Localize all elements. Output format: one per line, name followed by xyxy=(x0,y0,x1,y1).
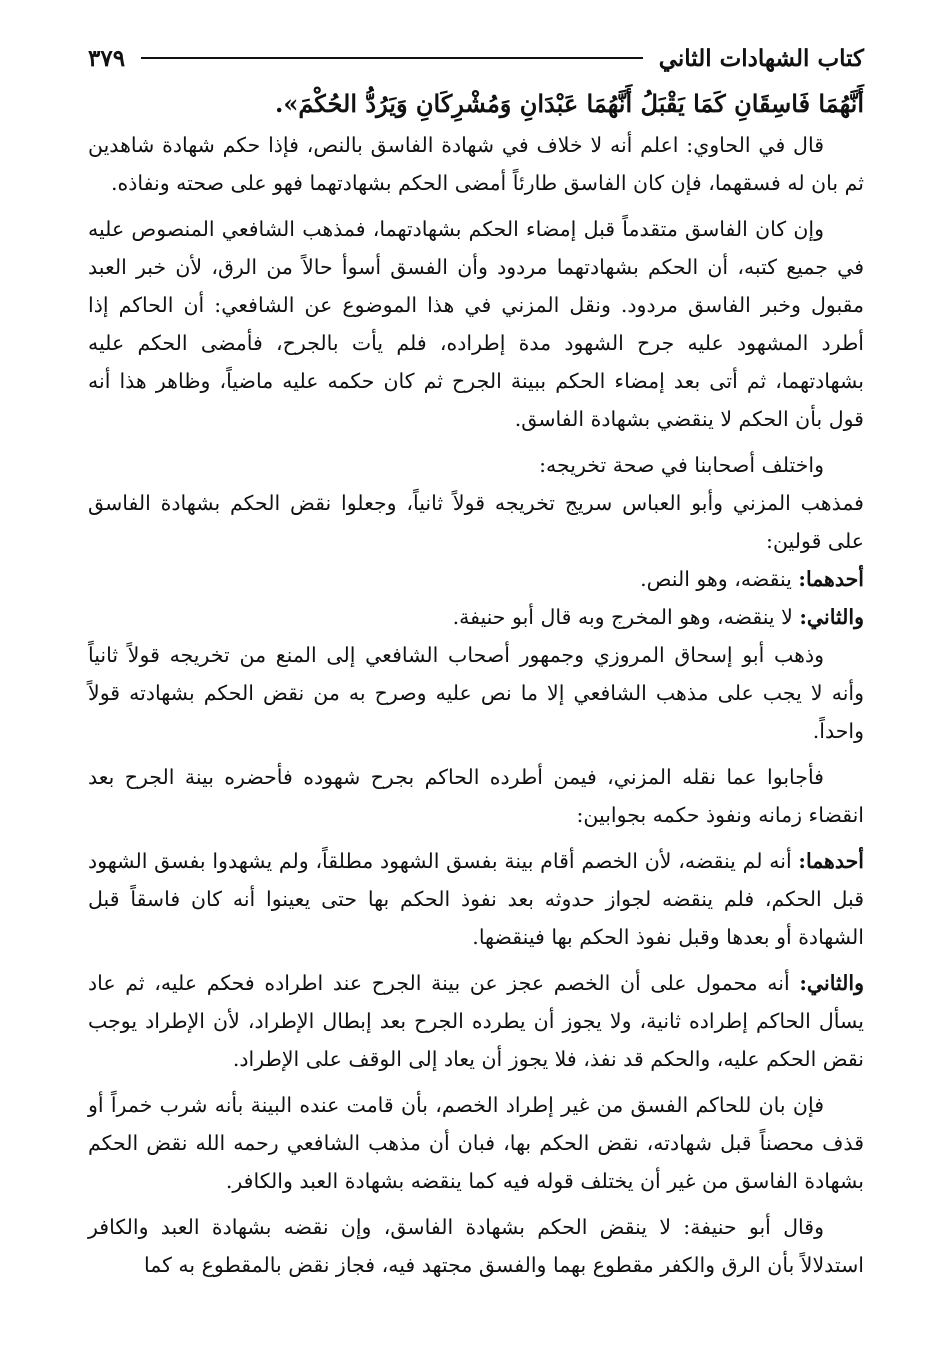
answer-term: والثاني: xyxy=(799,971,864,995)
paragraph-muzani-opinion: فمذهب المزني وأبو العباس سريج تخريجه قولاً ثانياً، وجعلوا نقض الحكم بشهادة الفاسق على قولين: xyxy=(88,491,864,553)
header-rule xyxy=(141,57,643,59)
page-number: ٣٧٩ xyxy=(88,44,126,72)
hadith-ending: أَنَّهُمَا فَاسِقَانِ كَمَا يَقْبَلُ أَنَّهُمَا عَبْدَانِ وَمُشْرِكَانِ وَيَرُدُّ الحُكْمَ». xyxy=(274,89,864,118)
answer-second xyxy=(88,964,864,1078)
running-header xyxy=(88,38,864,78)
paragraph-hawi: قال في الحاوي: اعلم أنه لا خلاف في شهادة الفاسق بالنص، فإذا حكم شهادة شاهدين ثم بان له فسقهما، فإن كان الفاسق طارئاً أمضى الحكم بشهادتهما فهو على صحته ونفاذه. xyxy=(88,133,864,195)
paragraph-shafii-madhhab: وإن كان الفاسق متقدماً قبل إمضاء الحكم بشهادتهما، فمذهب الشافعي المنصوص عليه في جميع كتبه، أن الحكم بشهادتهما مردود وأن الفسق أسوأ حالاً من الرق، لأن خبر العبد مقبول وخبر الفاسق مردود. ونقل المزني في هذا الموضوع عن الشافعي: أن الحاكم إذا أطرد المشهود عليه جرح الشهود مدة إطراده، فلم يأت بالجرح، فأمضى الحكم عليه بشهادتهما، ثم أتى بعد إمضاء الحكم ببينة الجرح ثم كان حكمه عليه ماضياً، وظاهر هذا أنه قول بأن الحكم لا ينقضي بشهادة الفاسق. xyxy=(88,217,864,431)
paragraph-evident-fisq: فإن بان للحاكم الفسق من غير إطراد الخصم، بأن قامت عنده البينة بأنه شرب خمراً أو قذف محصناً قبل شهادته، نقض الحكم بها، فبان أن مذهب الشافعي رحمه الله نقض الحكم بشهادة الفاسق من غير أن يختلف قوله فيه كما ينقضه بشهادة العبد والكافر. xyxy=(88,1093,864,1193)
paragraph-marwazi: وذهب أبو إسحاق المروزي وجمهور أصحاب الشافعي إلى المنع من تخريجه قولاً ثانياً وأنه لا يجب على مذهب الشافعي إلا ما نص عليه وصرح به من نقض الحكم بشهادته قولاً واحداً. xyxy=(88,643,864,743)
opinion-term: والثاني: xyxy=(799,605,864,629)
opinion-term: أحدهما: xyxy=(798,567,864,591)
paragraph-answers: فأجابوا عما نقله المزني، فيمن أطرده الحاكم بجرح شهوده فأحضره بينة الجرح بعد انقضاء زمانه ونفوذ حكمه بجوابين: xyxy=(88,765,864,827)
answer-term: أحدهما: xyxy=(798,849,864,873)
opinion-second xyxy=(88,598,864,636)
opinion-text: لا ينقضه، وهو المخرج وبه قال أبو حنيفة. xyxy=(452,605,800,629)
answer-first xyxy=(88,842,864,956)
paragraph-abu-hanifa: وقال أبو حنيفة: لا ينقض الحكم بشهادة الفاسق، وإن نقضه بشهادة العبد والكافر استدلالاً بأن الرق والكفر مقطوع بهما والفسق مجتهد فيه، فجاز نقض بالمقطوع به كما xyxy=(88,1215,864,1277)
answer-text: أنه لم ينقضه، لأن الخصم أقام بينة بفسق الشهود مطلقاً، ولم يشهدوا بفسق الشهود قبل الحكم، فلم ينقضه لجواز حدوثه بعد نفوذ الحكم بها حتى يعينوا أنه كان فاسقاً قبل الشهادة أو بعدها وقبل نفوذ الحكم بها فينقضها. xyxy=(88,849,864,949)
book-title: كتاب الشهادات الثاني xyxy=(658,44,864,72)
answer-text: أنه محمول على أن الخصم عجز عن بينة الجرح عند اطراده فحكم عليه، ثم عاد يسأل الحاكم إطراده ثانية، ولا يجوز أن يطرده الجرح بعد إبطال الإطراد، لأن الإطراد يوجب نقض الحكم عليه، والحكم قد نفذ، فلا يجوز أن يعاد إلى الوقف على الإطراد. xyxy=(88,971,864,1071)
opinion-first xyxy=(88,560,864,598)
paragraph-disagreement: واختلف أصحابنا في صحة تخريجه: xyxy=(539,453,824,477)
opinion-text: ينقضه، وهو النص. xyxy=(640,567,799,591)
